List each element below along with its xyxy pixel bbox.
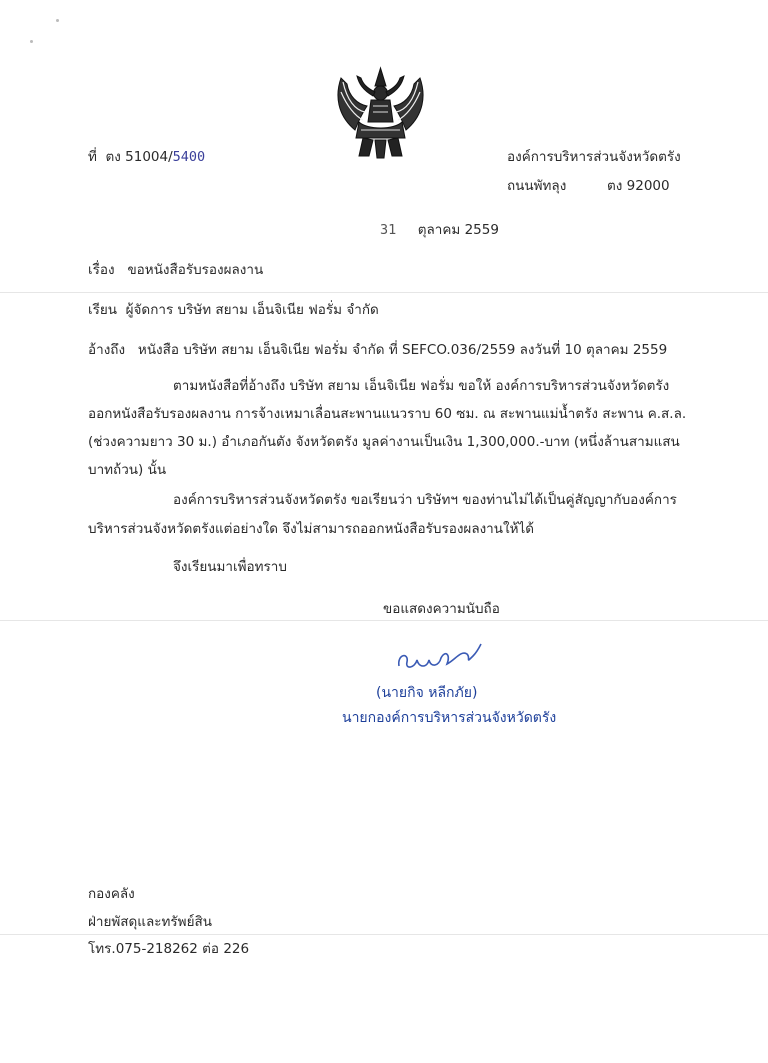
signer-name: (นายกิจ หลีกภัย) bbox=[376, 685, 478, 701]
reference-line bbox=[88, 338, 667, 360]
date-month-year: ตุลาคม 2559 bbox=[417, 222, 499, 238]
para1-line: ออกหนังสือรับรองผลงาน การจ้างเหมาเลื่อนสะพานแนวราบ 60 ซม. ณ สะพานแม่น้ำตรัง สะพาน ค.ส.ล. bbox=[88, 406, 687, 422]
para1-line: บาทถ้วน) นั้น bbox=[88, 462, 167, 478]
document-reference bbox=[88, 145, 205, 167]
scan-line bbox=[0, 934, 768, 935]
scan-line bbox=[0, 620, 768, 621]
date-day-handwritten: 31 bbox=[380, 222, 397, 238]
subject-text: ขอหนังสือรับรองผลงาน bbox=[127, 262, 264, 278]
para2-line: องค์การบริหารส่วนจังหวัดตรัง ขอเรียนว่า บริษัทฯ ของท่านไม่ได้เป็นคู่สัญญากับองค์การ bbox=[173, 492, 677, 508]
complimentary-close: ขอแสดงความนับถือ bbox=[383, 601, 500, 617]
addressee-label: เรียน bbox=[88, 302, 118, 318]
closing-paragraph: จึงเรียนมาเพื่อทราบ bbox=[173, 559, 287, 575]
sender-road: ถนนพัทลุง bbox=[507, 178, 567, 194]
subject-line bbox=[88, 258, 263, 280]
reference-line-text: หนังสือ บริษัท สยาม เอ็นจิเนีย ฟอรั่ม จำกัด ที่ SEFCO.036/2559 ลงวันที่ 10 ตุลาคม 2559 bbox=[137, 342, 668, 358]
footer-phone: โทร.075-218262 ต่อ 226 bbox=[88, 941, 250, 957]
document-date bbox=[380, 218, 499, 240]
reference-number-handwritten: 5400 bbox=[172, 149, 206, 165]
para1-line: ตามหนังสือที่อ้างถึง บริษัท สยาม เอ็นจิเนีย ฟอรั่ม ขอให้ องค์การบริหารส่วนจังหวัดตรัง bbox=[173, 378, 670, 394]
addressee-text: ผู้จัดการ บริษัท สยาม เอ็นจิเนีย ฟอรั่ม จำกัด bbox=[125, 302, 379, 318]
scan-line bbox=[0, 292, 768, 293]
signer-title: นายกองค์การบริหารส่วนจังหวัดตรัง bbox=[342, 710, 557, 726]
footer-section: ฝ่ายพัสดุและทรัพย์สิน bbox=[88, 914, 212, 930]
reference-label: ที่ bbox=[88, 149, 97, 165]
para2-line: บริหารส่วนจังหวัดตรังแต่อย่างใด จึงไม่สามารถออกหนังสือรับรองผลงานให้ได้ bbox=[88, 521, 535, 537]
garuda-emblem-icon bbox=[333, 60, 428, 160]
addressee-line bbox=[88, 298, 379, 320]
footer-division: กองคลัง bbox=[88, 886, 135, 902]
para1-line: (ช่วงความยาว 30 ม.) อำเภอกันตัง จังหวัดตรัง มูลค่างานเป็นเงิน 1,300,000.-บาท (หนึ่งล้านสามแสน bbox=[88, 434, 680, 450]
scan-mark bbox=[30, 40, 33, 43]
reference-prefix: ตง 51004/ bbox=[105, 149, 173, 165]
subject-label: เรื่อง bbox=[88, 262, 115, 278]
signature bbox=[395, 640, 505, 684]
sender-org-name: องค์การบริหารส่วนจังหวัดตรัง bbox=[507, 149, 681, 165]
scan-mark bbox=[56, 19, 59, 22]
reference-line-label: อ้างถึง bbox=[88, 342, 126, 358]
sender-postcode: ตง 92000 bbox=[607, 178, 670, 194]
